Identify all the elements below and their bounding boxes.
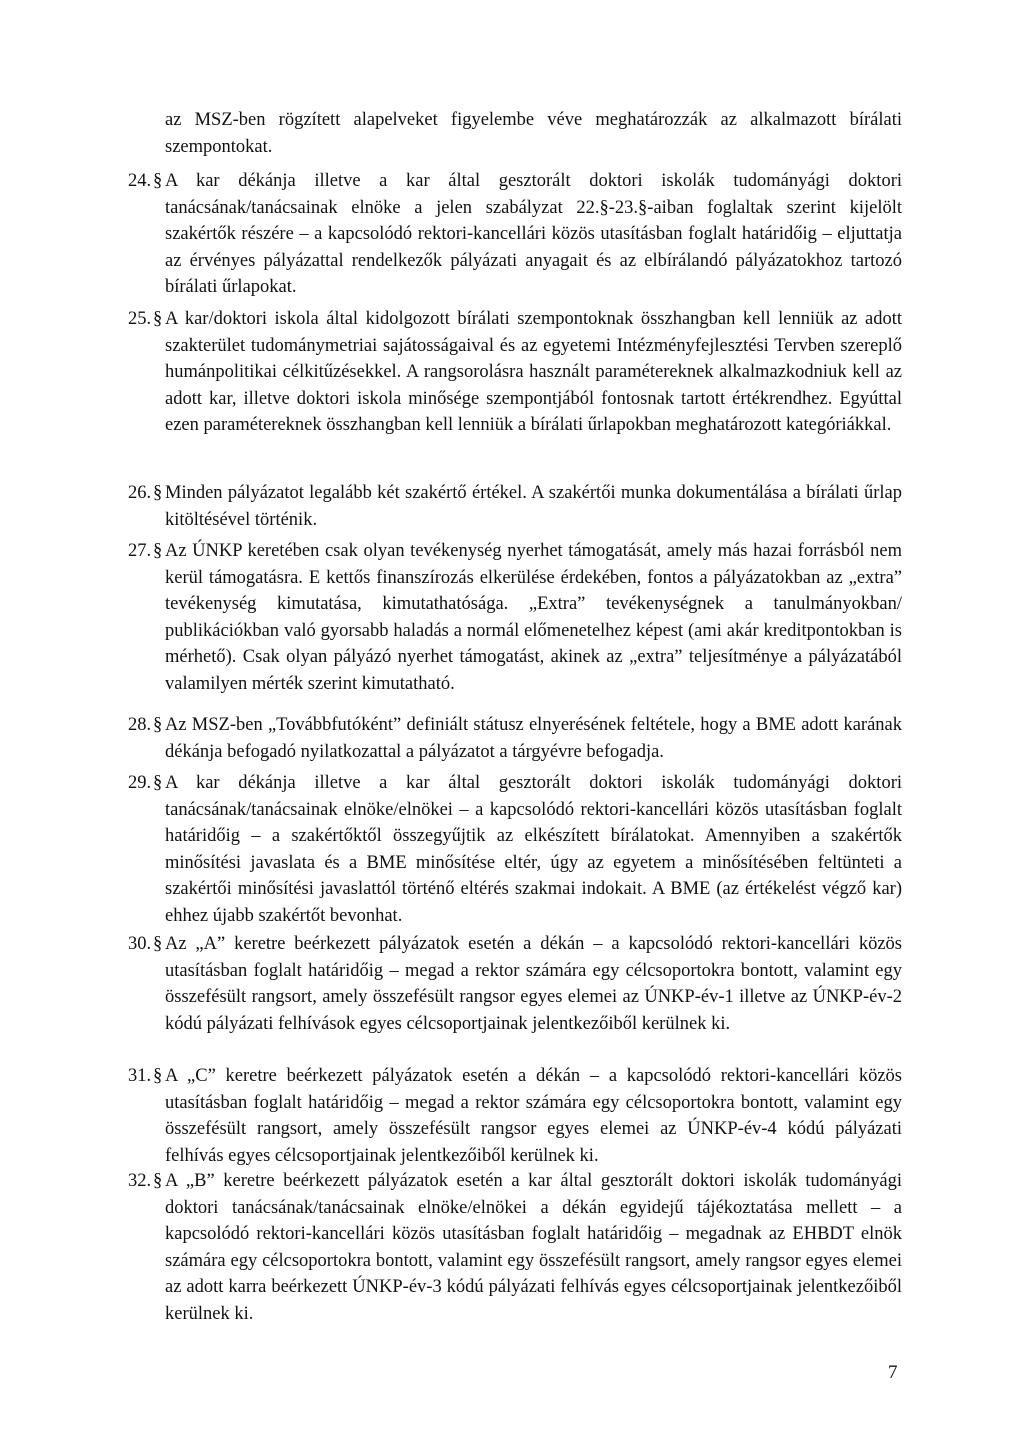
- paragraph-text: A kar dékánja illetve a kar által gesztorált doktori iskolák tudományági doktori tanácsának/tanácsainak elnöke/elnökei – a kapcsolódó rektori-kancellári közös utasításban foglalt határidőig – a szakértőktől összegyűjtik az elkészített bírálatokat. Amennyiben a szakértők minősítési javaslata és a BME minősítése eltér, úgy az egyetem a minősítésében feltünteti a szakértői minősítési javaslattól történő eltérés szakmai indokait. A BME (az értékelést végző kar) ehhez újabb szakértőt bevonhat.: [165, 773, 902, 926]
- paragraph-number: 30.: [128, 934, 152, 954]
- paragraph-26: [128, 480, 902, 533]
- paragraph-number: 32.: [128, 1171, 152, 1191]
- paragraph-number: 25.: [128, 309, 152, 329]
- paragraph-number: 28.: [128, 715, 152, 735]
- paragraph-text: A „C” keretre beérkezett pályázatok esetén a dékán – a kapcsolódó rektori-kancellári közös utasításban foglalt határidőig – megad a rektor számára egy célcsoportokra bontott, valamint egy összefésült rangsort, amely összefésült rangsor egyes elemei az ÚNKP-év-4 kódú pályázati felhívás egyes célcsoportjainak jelentkezőiből kerülnek ki.: [165, 1066, 902, 1166]
- paragraph-27: [128, 538, 902, 697]
- paragraph-text: A kar dékánja illetve a kar által gesztorált doktori iskolák tudományági doktori tanácsának/tanácsainak elnöke a jelen szabályzat 22.§-23.§-aiban foglaltak szerint kijelölt szakértők részére – a kapcsolódó rektori-kancellári közös utasításban foglalt határidőig – eljuttatja az érvényes pályázattal rendelkezők pályázati anyagait és az elbírálandó pályázatokhoz tartozó bírálati űrlapokat.: [165, 171, 902, 297]
- paragraph-number: 31.: [128, 1066, 152, 1086]
- section-symbol: §: [153, 541, 163, 561]
- paragraph-29: [128, 770, 902, 929]
- paragraph-number: 29.: [128, 773, 152, 793]
- paragraph-25: [128, 306, 902, 439]
- paragraph-text: Az „A” keretre beérkezett pályázatok esetén a dékán – a kapcsolódó rektori-kancellári közös utasításban foglalt határidőig – megad a rektor számára egy célcsoportokra bontott, valamint egy összefésült rangsort, amely összefésült rangsor egyes elemei az ÚNKP-év-1 illetve az ÚNKP-év-2 kódú pályázati felhívások egyes célcsoportjainak jelentkezőiből kerülnek ki.: [165, 934, 902, 1034]
- section-symbol: §: [153, 934, 163, 954]
- paragraph-32: [128, 1168, 902, 1327]
- paragraph-number: 24.: [128, 171, 152, 191]
- paragraph-text: A kar/doktori iskola által kidolgozott bírálati szempontoknak összhangban kell lenniük az adott szakterület tudománymetriai sajátosságaival és az egyetemi Intézményfejlesztési Tervben szereplő humánpolitikai célkitűzésekkel. A rangsorolásra használt paramétereknek alkalmazkodniuk kell az adott kar, illetve doktori iskola minősége szempontjából fontosnak tartott értékrendhez. Egyúttal ezen paramétereknek összhangban kell lenniük a bírálati űrlapokban meghatározott kategóriákkal.: [165, 309, 902, 435]
- paragraph-30: [128, 931, 902, 1037]
- section-symbol: §: [153, 1171, 163, 1191]
- paragraph-28: [128, 712, 902, 765]
- paragraph-number: 26.: [128, 483, 152, 503]
- paragraph-text: Az MSZ-ben „Továbbfutóként” definiált státusz elnyerésének feltétele, hogy a BME adott karának dékánja befogadó nyilatkozattal a pályázatot a tárgyévre befogadja.: [165, 715, 902, 762]
- intro-text: az MSZ-ben rögzített alapelveket figyelembe véve meghatározzák az alkalmazott bírálati szempontokat.: [165, 110, 902, 157]
- section-symbol: §: [153, 773, 163, 793]
- section-symbol: §: [153, 715, 163, 735]
- section-symbol: §: [153, 171, 163, 191]
- paragraph-31: [128, 1063, 902, 1169]
- paragraph-text: Az ÚNKP keretében csak olyan tevékenység nyerhet támogatását, amely más hazai forrásból nem kerül támogatásra. E kettős finanszírozás elkerülése érdekében, fontos a pályázatokban az „extra” tevékenység kimutatása, kimutathatósága. „Extra” tevékenységnek a tanulmányokban/ publikációkban való gyorsabb haladás a normál előmenetelhez képest (ami akár kreditpontokban is mérhető). Csak olyan pályázó nyerhet támogatást, akinek az „extra” teljesítménye a pályázatából valamilyen mérték szerint kimutatható.: [165, 541, 902, 694]
- section-symbol: §: [153, 309, 163, 329]
- paragraph-24: [128, 168, 902, 301]
- paragraph-text: A „B” keretre beérkezett pályázatok esetén a kar által gesztorált doktori iskolák tudományági doktori tanácsának/tanácsainak elnöke/elnökei a dékán egyidejű tájékoztatása mellett – a kapcsolódó rektori-kancellári közös utasításban foglalt határidőig – megadnak az EHBDT elnök számára egy célcsoportokra bontott, valamint egy összefésült rangsort, amely rangsor egyes elemei az adott karra beérkezett ÚNKP-év-3 kódú pályázati felhívás egyes célcsoportjainak jelentkezőiből kerülnek ki.: [165, 1171, 902, 1324]
- section-symbol: §: [153, 483, 163, 503]
- paragraph-text: Minden pályázatot legalább két szakértő értékel. A szakértői munka dokumentálása a bírálati űrlap kitöltésével történik.: [165, 483, 902, 530]
- paragraph-number: 27.: [128, 541, 152, 561]
- page-number: 7: [888, 1362, 898, 1383]
- section-symbol: §: [153, 1066, 163, 1086]
